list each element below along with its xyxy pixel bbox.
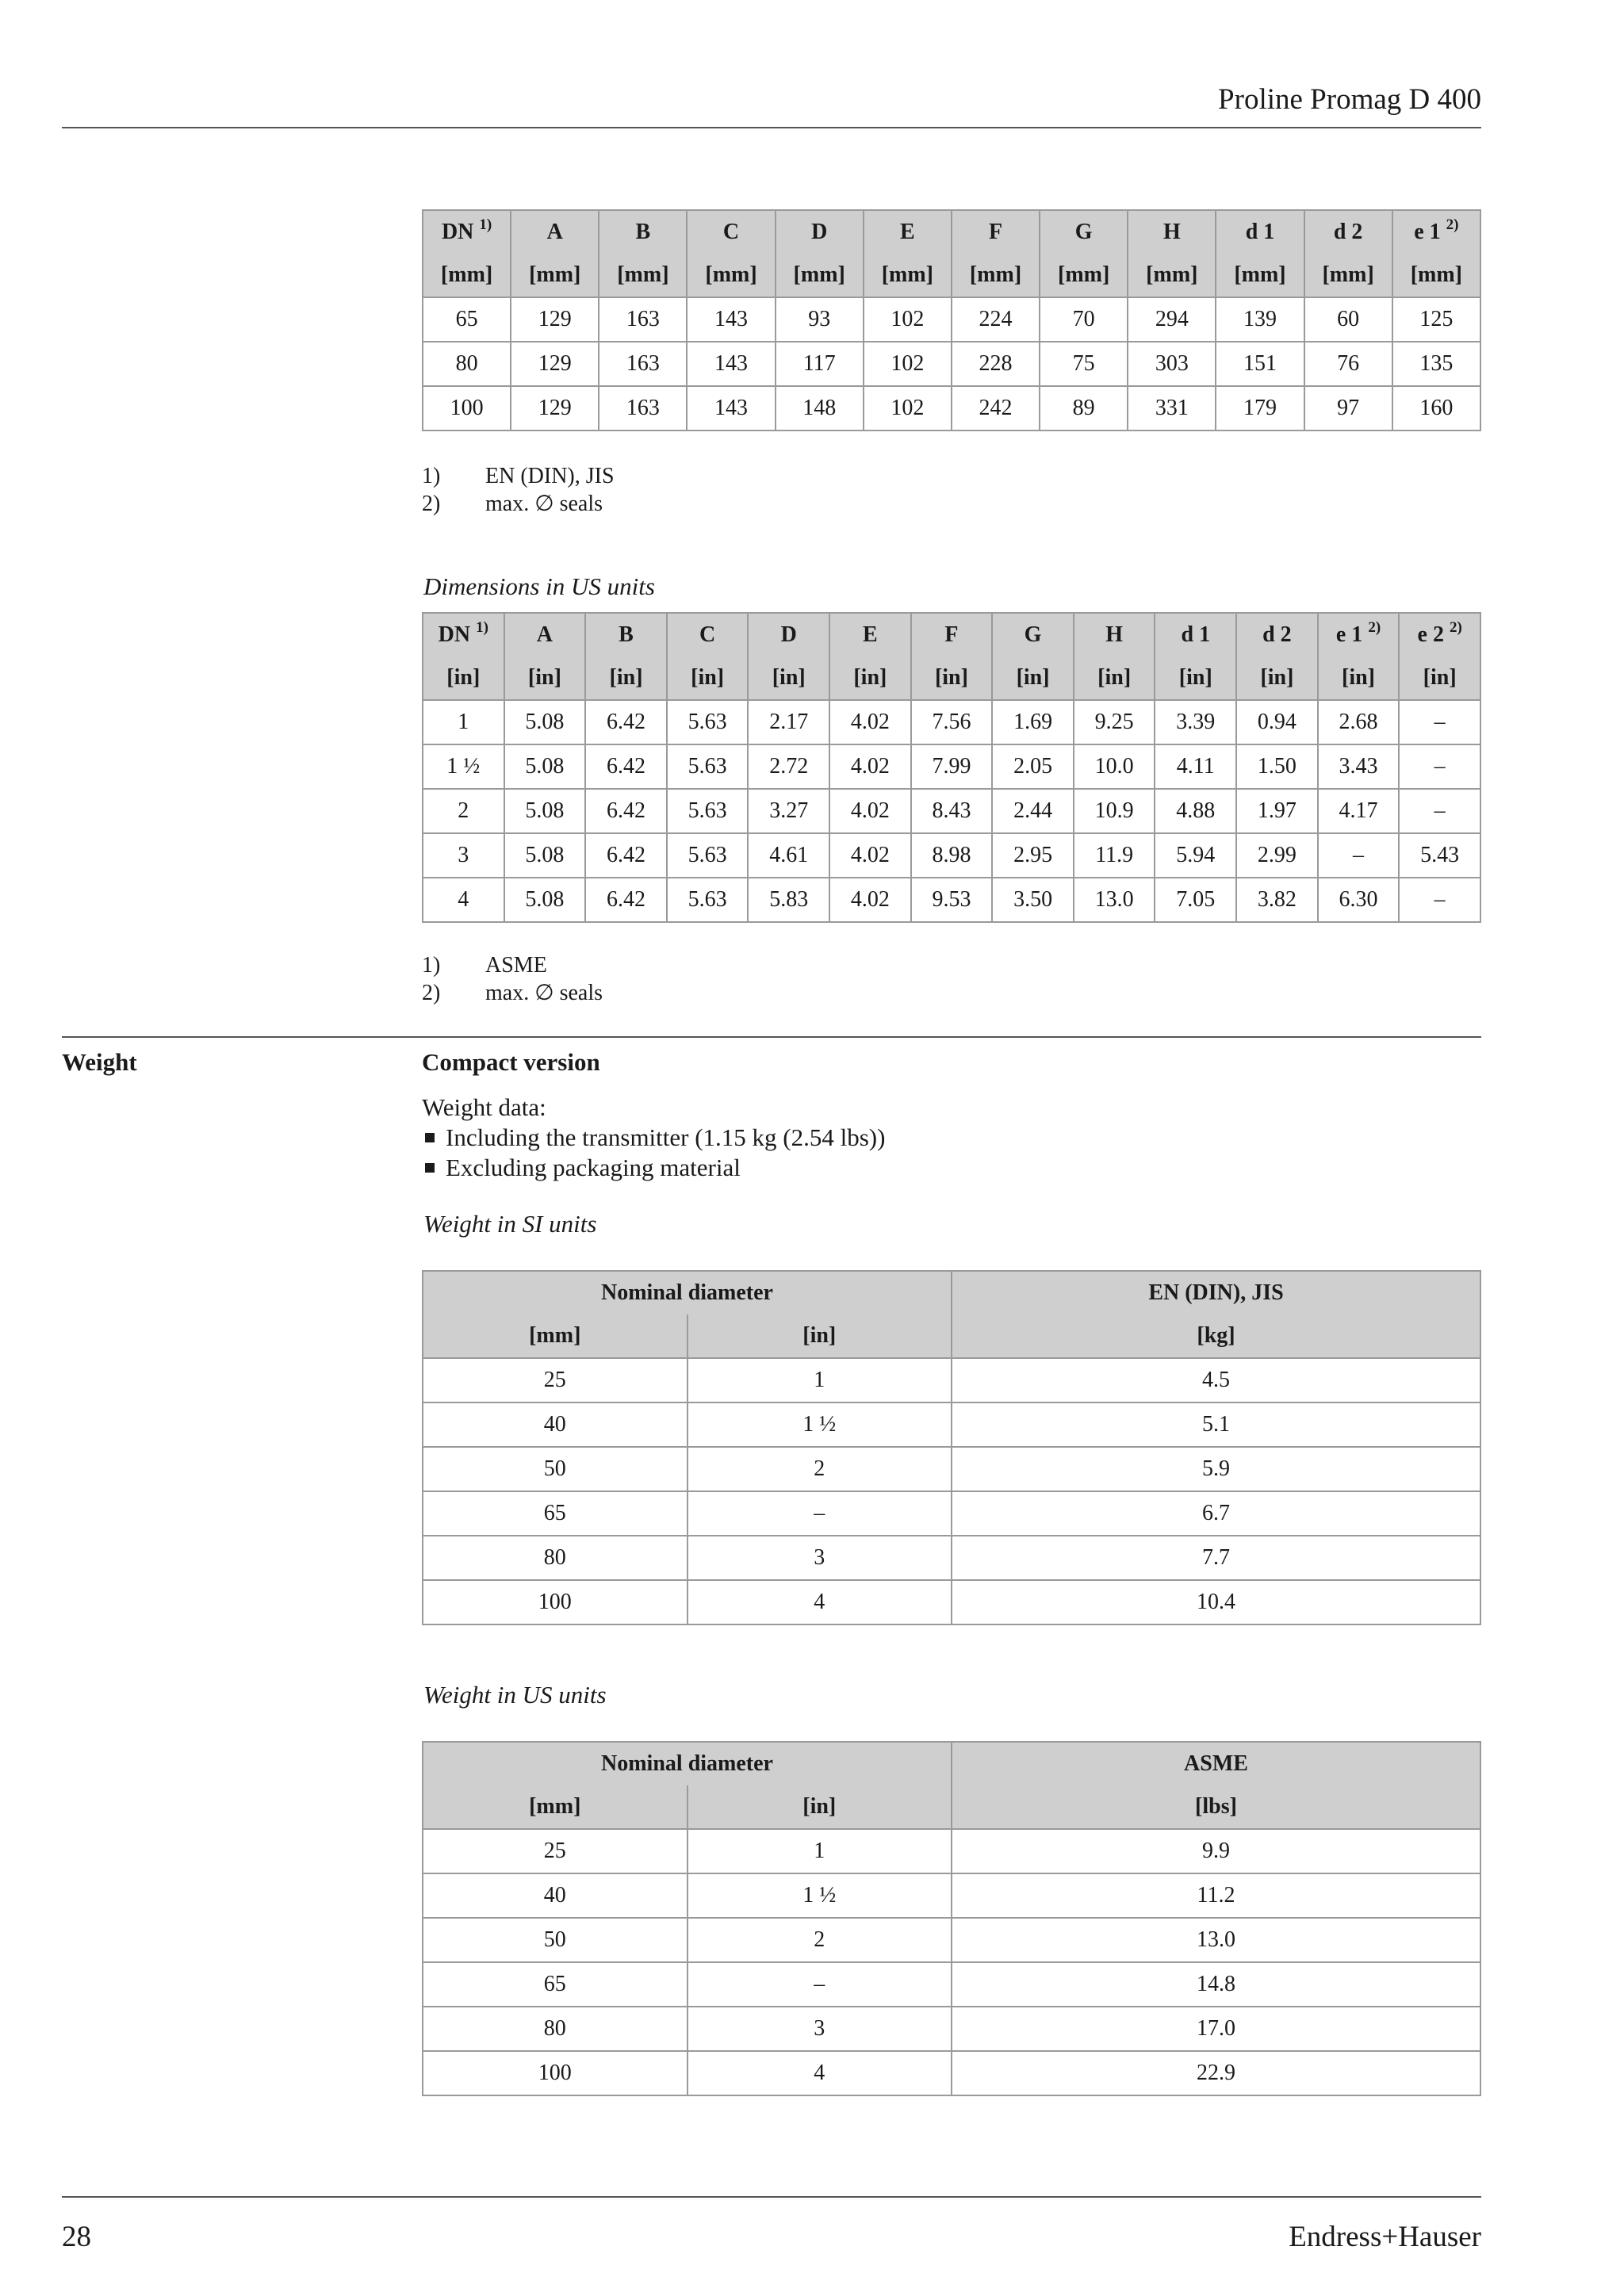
table-cell: 4.11 [1155, 744, 1236, 789]
footnote-number: 1) [422, 953, 441, 978]
column-header [992, 613, 1074, 656]
column-header [1074, 613, 1155, 656]
unit-cell: [mm] [423, 1314, 688, 1358]
footnote-text: EN (DIN), JIS [485, 464, 615, 488]
table-cell: 9.53 [911, 878, 993, 922]
table-cell: 102 [864, 297, 952, 342]
unit-cell: [mm] [687, 254, 775, 297]
footnote-ref: 2) [1449, 619, 1462, 636]
weight-section-title: Compact version [422, 1048, 600, 1076]
column-label: d 2 [1262, 622, 1292, 647]
unit-cell: [in] [992, 656, 1074, 700]
standard-header: EN (DIN), JIS [952, 1271, 1480, 1314]
column-label: H [1105, 622, 1124, 647]
table-cell: 25 [423, 1358, 688, 1402]
unit-cell: [in] [911, 656, 993, 700]
unit-cell: [in] [1236, 656, 1318, 700]
column-header [1155, 613, 1236, 656]
table-cell: 4.02 [829, 744, 911, 789]
table-cell: 7.05 [1155, 878, 1236, 922]
table-row [423, 386, 1480, 430]
table-cell: 4 [688, 2051, 952, 2095]
table-cell: 228 [952, 342, 1040, 386]
table-row [423, 878, 1480, 922]
dimensions-si-table [422, 209, 1481, 431]
table-cell: – [688, 1962, 952, 2007]
column-header [952, 210, 1040, 254]
table-cell: – [1399, 789, 1480, 833]
column-header [599, 210, 687, 254]
unit-cell: [in] [829, 656, 911, 700]
table-cell: 100 [423, 1580, 688, 1624]
unit-cell: [mm] [1040, 254, 1128, 297]
footnote-number: 2) [422, 492, 441, 516]
unit-cell: [lbs] [952, 1785, 1480, 1829]
unit-cell: [mm] [1128, 254, 1216, 297]
page-number: 28 [62, 2221, 91, 2253]
column-label: e 1 [1335, 622, 1363, 647]
table-cell: 5.1 [952, 1402, 1480, 1447]
table-cell: 163 [599, 386, 687, 430]
table-cell: 2.17 [748, 700, 829, 744]
column-header [423, 613, 504, 656]
unit-cell: [in] [688, 1314, 952, 1358]
table-cell: 8.43 [911, 789, 993, 833]
header-row [423, 613, 1480, 656]
table-cell: 1 [423, 700, 504, 744]
table-cell: 14.8 [952, 1962, 1480, 2007]
table-cell: 1 ½ [423, 744, 504, 789]
table-cell: 148 [776, 386, 864, 430]
table-cell: 65 [423, 297, 511, 342]
table-cell: 65 [423, 1962, 688, 2007]
table-row [423, 1918, 1480, 1962]
table-cell: 3 [423, 833, 504, 878]
unit-cell: [mm] [511, 254, 599, 297]
table-cell: 5.08 [504, 789, 586, 833]
table-cell: 5.94 [1155, 833, 1236, 878]
table-cell: 6.42 [585, 789, 667, 833]
table-cell: 102 [864, 342, 952, 386]
unit-cell: [mm] [776, 254, 864, 297]
column-label: G [1024, 622, 1042, 647]
table-cell: 4 [688, 1580, 952, 1624]
table-row [423, 2007, 1480, 2051]
unit-cell: [in] [504, 656, 586, 700]
column-label: E [900, 220, 915, 244]
table-cell: 80 [423, 342, 511, 386]
unit-cell: [in] [748, 656, 829, 700]
table-cell: 5.08 [504, 833, 586, 878]
table-cell: 1.50 [1236, 744, 1318, 789]
group-header: Nominal diameter [423, 1271, 952, 1314]
footer-brand: Endress+Hauser [1289, 2221, 1481, 2253]
footnote-text: max. ∅ seals [485, 981, 603, 1005]
table-cell: 303 [1128, 342, 1216, 386]
table-cell: 50 [423, 1918, 688, 1962]
footnote-number: 2) [422, 981, 441, 1005]
table-cell: 0.94 [1236, 700, 1318, 744]
column-header [667, 613, 749, 656]
footnote [422, 490, 615, 518]
table-cell: 1 [688, 1358, 952, 1402]
unit-cell: [in] [1155, 656, 1236, 700]
column-label: B [635, 220, 651, 244]
footnote-text: max. ∅ seals [485, 492, 603, 516]
table-cell: 5.63 [667, 789, 749, 833]
unit-cell: [mm] [1216, 254, 1304, 297]
unit-cell: [mm] [599, 254, 687, 297]
column-label: d 1 [1181, 622, 1211, 647]
column-label: DN [438, 622, 471, 647]
header-row [423, 1742, 1480, 1785]
column-header [1236, 613, 1318, 656]
unit-row [423, 254, 1480, 297]
table-row [423, 342, 1480, 386]
footnote-ref: 1) [479, 216, 492, 233]
table-row [423, 297, 1480, 342]
bullet-square-icon [425, 1133, 435, 1142]
table-row [423, 1536, 1480, 1580]
unit-cell: [in] [667, 656, 749, 700]
table-cell: 179 [1216, 386, 1304, 430]
table-cell: 242 [952, 386, 1040, 430]
table-cell: 6.42 [585, 833, 667, 878]
weight-us-table [422, 1741, 1481, 2096]
column-header [1304, 210, 1392, 254]
table-cell: 129 [511, 342, 599, 386]
table-row [423, 2051, 1480, 2095]
column-label: H [1162, 220, 1181, 244]
table-cell: 7.56 [911, 700, 993, 744]
table-cell: 10.0 [1074, 744, 1155, 789]
unit-cell: [in] [423, 656, 504, 700]
footnote [422, 979, 603, 1007]
column-header [829, 613, 911, 656]
table-cell: 5.83 [748, 878, 829, 922]
table-cell: 1.97 [1236, 789, 1318, 833]
table-cell: 11.9 [1074, 833, 1155, 878]
table-cell: 5.63 [667, 878, 749, 922]
table-cell: 4.02 [829, 878, 911, 922]
unit-cell: [in] [585, 656, 667, 700]
table-cell: 135 [1392, 342, 1480, 386]
table-cell: 4.02 [829, 700, 911, 744]
table-cell: 13.0 [952, 1918, 1480, 1962]
unit-cell: [in] [688, 1785, 952, 1829]
table-row [423, 1580, 1480, 1624]
weight-intro-text: Weight data: [422, 1093, 546, 1121]
table-cell: 143 [687, 297, 775, 342]
table-cell: 76 [1304, 342, 1392, 386]
table-cell: 8.98 [911, 833, 993, 878]
table-cell: 10.9 [1074, 789, 1155, 833]
table-cell: 139 [1216, 297, 1304, 342]
table-cell: 3.27 [748, 789, 829, 833]
unit-cell: [kg] [952, 1314, 1480, 1358]
table-cell: 6.30 [1318, 878, 1400, 922]
unit-row [423, 1785, 1480, 1829]
table-cell: 25 [423, 1829, 688, 1873]
table-row [423, 789, 1480, 833]
table-cell: 2.95 [992, 833, 1074, 878]
column-label: G [1074, 220, 1093, 244]
table-cell: 163 [599, 342, 687, 386]
weight-si-caption: Weight in SI units [423, 1210, 597, 1238]
table-cell: 7.99 [911, 744, 993, 789]
header-title: Proline Promag D 400 [1218, 83, 1481, 116]
table-cell: 143 [687, 386, 775, 430]
unit-cell: [mm] [423, 254, 511, 297]
table-cell: 100 [423, 386, 511, 430]
table-cell: 1.69 [992, 700, 1074, 744]
table-cell: 70 [1040, 297, 1128, 342]
table-cell: – [688, 1491, 952, 1536]
table-cell: 3 [688, 2007, 952, 2051]
table-cell: 143 [687, 342, 775, 386]
table-cell: 4.88 [1155, 789, 1236, 833]
column-header [1216, 210, 1304, 254]
table-row [423, 1873, 1480, 1918]
table-row [423, 833, 1480, 878]
column-header [504, 613, 586, 656]
table-cell: 6.42 [585, 744, 667, 789]
table-cell: 129 [511, 386, 599, 430]
table-cell: 7.7 [952, 1536, 1480, 1580]
table-row [423, 700, 1480, 744]
table-cell: 5.63 [667, 744, 749, 789]
dimensions-si-footnotes [422, 462, 615, 518]
table-cell: 40 [423, 1873, 688, 1918]
weight-intro [422, 1093, 885, 1183]
table-cell: 3 [688, 1536, 952, 1580]
footnote [422, 951, 603, 979]
table-cell: 11.2 [952, 1873, 1480, 1918]
table-cell: – [1399, 744, 1480, 789]
unit-cell: [in] [1074, 656, 1155, 700]
table-cell: 151 [1216, 342, 1304, 386]
table-cell: 13.0 [1074, 878, 1155, 922]
column-label: A [546, 220, 563, 244]
column-label: d 2 [1333, 220, 1363, 244]
footer-rule [62, 2196, 1481, 2198]
footnote-ref: 2) [1446, 216, 1459, 233]
unit-cell: [mm] [423, 1785, 688, 1829]
dimensions-us-caption: Dimensions in US units [423, 572, 655, 600]
table-cell: 5.9 [952, 1447, 1480, 1491]
column-label: B [619, 622, 634, 647]
column-header [1399, 613, 1480, 656]
footnote-text: ASME [485, 953, 547, 978]
column-label: d 1 [1245, 220, 1275, 244]
table-cell: 2 [423, 789, 504, 833]
table-cell: 93 [776, 297, 864, 342]
table-cell: 129 [511, 297, 599, 342]
unit-row [423, 1314, 1480, 1358]
column-label: E [863, 622, 878, 647]
table-cell: – [1399, 878, 1480, 922]
dimensions-us-footnotes [422, 951, 603, 1007]
table-cell: 125 [1392, 297, 1480, 342]
table-cell: 17.0 [952, 2007, 1480, 2051]
table-cell: 3.39 [1155, 700, 1236, 744]
table-cell: 3.50 [992, 878, 1074, 922]
column-header [1128, 210, 1216, 254]
table-cell: 331 [1128, 386, 1216, 430]
footnote-ref: 1) [476, 619, 488, 636]
section-rule [62, 1036, 1481, 1038]
table-cell: 80 [423, 1536, 688, 1580]
weight-si-table [422, 1270, 1481, 1625]
table-cell: 4.61 [748, 833, 829, 878]
table-row [423, 1491, 1480, 1536]
table-cell: 2.72 [748, 744, 829, 789]
table-cell: 89 [1040, 386, 1128, 430]
column-label: e 2 [1417, 622, 1444, 647]
footnote-ref: 2) [1368, 619, 1381, 636]
table-cell: 2 [688, 1918, 952, 1962]
weight-us-caption: Weight in US units [423, 1681, 607, 1709]
group-header: Nominal diameter [423, 1742, 952, 1785]
table-cell: 60 [1304, 297, 1392, 342]
header-row [423, 1271, 1480, 1314]
column-header [511, 210, 599, 254]
table-cell: 3.43 [1318, 744, 1400, 789]
table-cell: 4.02 [829, 789, 911, 833]
table-cell: 10.4 [952, 1580, 1480, 1624]
table-row [423, 744, 1480, 789]
bullet-item: Including the transmitter (1.15 kg (2.54 lbs)) [422, 1123, 885, 1153]
header-rule [62, 127, 1481, 128]
table-row [423, 1447, 1480, 1491]
unit-cell: [mm] [1392, 254, 1480, 297]
column-header [585, 613, 667, 656]
table-row [423, 1829, 1480, 1873]
table-row [423, 1962, 1480, 2007]
table-cell: 102 [864, 386, 952, 430]
column-label: C [699, 622, 716, 647]
table-cell: 22.9 [952, 2051, 1480, 2095]
table-cell: 4.17 [1318, 789, 1400, 833]
table-cell: 9.25 [1074, 700, 1155, 744]
standard-header: ASME [952, 1742, 1480, 1785]
column-label: F [988, 220, 1003, 244]
table-cell: 5.63 [667, 833, 749, 878]
unit-row [423, 656, 1480, 700]
column-label: D [780, 622, 797, 647]
table-row [423, 1402, 1480, 1447]
column-header [1392, 210, 1480, 254]
unit-cell: [mm] [864, 254, 952, 297]
weight-section-label: Weight [62, 1048, 137, 1076]
table-cell: 100 [423, 2051, 688, 2095]
table-cell: 6.42 [585, 878, 667, 922]
table-cell: 40 [423, 1402, 688, 1447]
table-cell: 5.08 [504, 878, 586, 922]
bullet-item: Excluding packaging material [422, 1153, 885, 1183]
table-cell: 75 [1040, 342, 1128, 386]
table-cell: 1 ½ [688, 1402, 952, 1447]
table-cell: 4 [423, 878, 504, 922]
table-cell: 2.44 [992, 789, 1074, 833]
column-label: DN [441, 220, 474, 244]
table-cell: 4.02 [829, 833, 911, 878]
column-label: e 1 [1414, 220, 1441, 244]
table-cell: 1 [688, 1829, 952, 1873]
column-header [911, 613, 993, 656]
unit-cell: [mm] [952, 254, 1040, 297]
column-header [864, 210, 952, 254]
bullet-square-icon [425, 1163, 435, 1173]
unit-cell: [in] [1399, 656, 1480, 700]
column-header [423, 210, 511, 254]
table-cell: – [1318, 833, 1400, 878]
column-label: A [536, 622, 553, 647]
table-cell: 3.82 [1236, 878, 1318, 922]
table-cell: 50 [423, 1447, 688, 1491]
table-row [423, 1358, 1480, 1402]
table-cell: 9.9 [952, 1829, 1480, 1873]
table-cell: 2.05 [992, 744, 1074, 789]
table-cell: 117 [776, 342, 864, 386]
table-cell: 5.63 [667, 700, 749, 744]
table-cell: 2 [688, 1447, 952, 1491]
table-cell: 224 [952, 297, 1040, 342]
table-cell: 5.08 [504, 744, 586, 789]
table-cell: 5.43 [1399, 833, 1480, 878]
table-cell: 294 [1128, 297, 1216, 342]
column-label: F [944, 622, 959, 647]
table-cell: 6.7 [952, 1491, 1480, 1536]
table-cell: 2.68 [1318, 700, 1400, 744]
table-cell: 5.08 [504, 700, 586, 744]
table-cell: 65 [423, 1491, 688, 1536]
footnote [422, 462, 615, 490]
table-cell: 163 [599, 297, 687, 342]
header-row [423, 210, 1480, 254]
column-label: D [811, 220, 828, 244]
table-cell: 4.5 [952, 1358, 1480, 1402]
unit-cell: [mm] [1304, 254, 1392, 297]
dimensions-us-table [422, 612, 1481, 923]
table-cell: 97 [1304, 386, 1392, 430]
table-cell: 6.42 [585, 700, 667, 744]
column-header [687, 210, 775, 254]
table-cell: 1 ½ [688, 1873, 952, 1918]
table-cell: 160 [1392, 386, 1480, 430]
column-header [1040, 210, 1128, 254]
column-header [748, 613, 829, 656]
column-label: C [722, 220, 740, 244]
table-cell: 80 [423, 2007, 688, 2051]
table-cell: 2.99 [1236, 833, 1318, 878]
column-header [1318, 613, 1400, 656]
unit-cell: [in] [1318, 656, 1400, 700]
footnote-number: 1) [422, 464, 441, 488]
column-header [776, 210, 864, 254]
table-cell: – [1399, 700, 1480, 744]
